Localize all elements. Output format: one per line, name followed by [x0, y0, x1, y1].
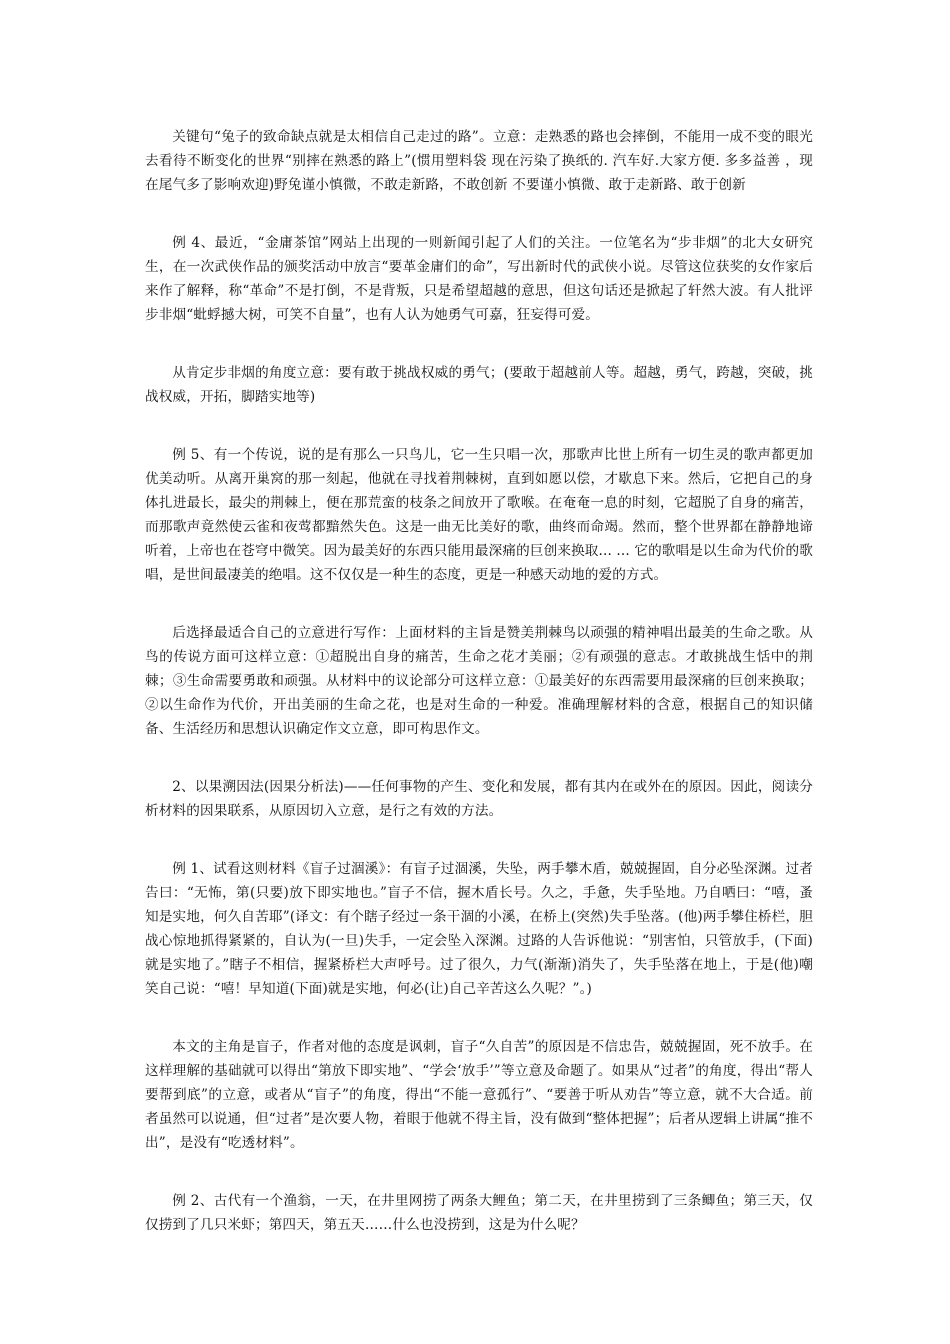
paragraph-example-4-analysis: 从肯定步非烟的角度立意：要有敢于挑战权威的勇气；(要敢于超越前人等。超越，勇气，跨越，突破，挑战权威，开拓，脚踏实地等) [145, 365, 813, 405]
document-body [145, 125, 813, 1237]
paragraph-method-2: 2、以果溯因法(因果分析法)——任何事物的产生、变化和发展，都有其内在或外在的原因。因此，阅读分析材料的因果联系，从原因切入立意，是行之有效的方法。 [145, 779, 813, 819]
paragraph-example-1-analysis: 本文的主角是盲子，作者对他的态度是讽刺，盲子“久自苦”的原因是不信忠告，兢兢握固，死不放手。在这样理解的基础就可以得出“第放下即实地”、“学会‘放手’”等立意及命题了。如果从“过者”的角度，得出“帮人要帮到底”的立意，或者从“盲子”的角度，得出“不能一意孤行”、“要善于听从劝告”等立意，就不大合适。前者虽然可以说通，但“过者”是次要人物，着眼于他就不得主旨，没有做到“整体把握”；后者从逻辑上讲属“推不出”，是没有“吃透材料”。 [145, 1039, 813, 1151]
paragraph-key-sentence: 关键句“兔子的致命缺点就是太相信自己走过的路”。立意：走熟悉的路也会摔倒，不能用一成不变的眼光去看待不断变化的世界“别摔在熟悉的路上”(惯用塑料袋 现在污染了换纸的. 汽车好.大家方便. 多多益善 ，现在尾气多了影响欢迎)野兔谨小慎微，不敢走新路，不敢创新 不要谨小慎微、敢于走新路、敢于创新 [145, 129, 813, 193]
paragraph-example-5: 例 5、有一个传说，说的是有那么一只鸟儿，它一生只唱一次，那歌声比世上所有一切生灵的歌声都更加优美动听。从离开巢窝的那一刻起，他就在寻找着荆棘树，直到如愿以偿，才歇息下来。然后，它把自己的身体扎进最长，最尖的荆棘上，便在那荒蛮的枝条之间放开了歌喉。在奄奄一息的时刻，它超脱了自身的痛苦，而那歌声竟然使云雀和夜莺都黯然失色。这是一曲无比美好的歌，曲终而命竭。然而，整个世界都在静静地谛听着，上帝也在苍穹中微笑。因为最美好的东西只能用最深痛的巨创来换取... ... 它的歌唱是以生命为代价的歌唱，是世间最凄美的绝唱。这不仅仅是一种生的态度，更是一种感天动地的爱的方式。 [145, 447, 813, 583]
paragraph-example-5-analysis: 后选择最适合自己的立意进行写作：上面材料的主旨是赞美荆棘鸟以顽强的精神唱出最美的生命之歌。从鸟的传说方面可这样立意：①超脱出自身的痛苦，生命之花才美丽；②有顽强的意志。才敢挑战生恬中的荆棘；③生命需要勇敢和顽强。从材料中的议论部分可这样立意：①最美好的东西需要用最深痛的巨创来换取；②以生命作为代价，开出美丽的生命之花，也是对生命的一种爱。准确理解材料的含意，根据自己的知识储备、生活经历和思想认识确定作文立意，即可构思作文。 [145, 625, 813, 737]
paragraph-example-4: 例 4、最近，“金庸茶馆”网站上出现的一则新闻引起了人们的关注。一位笔名为“步非烟”的北大女研究生，在一次武侠作品的颁奖活动中放言“要革金庸们的命”，写出新时代的武侠小说。尽管这位获奖的女作家后来作了解释，称“革命”不是打倒，不是背叛，只是希望超越的意思，但这句话还是掀起了轩然大波。有人批评步非烟“蚍蜉撼大树，可笑不自量”，也有人认为她勇气可嘉，狂妄得可爱。 [145, 235, 813, 323]
paragraph-example-2: 例 2、古代有一个渔翁，一天，在井里网捞了两条大鲤鱼；第二天，在井里捞到了三条鲫鱼；第三天，仅仅捞到了几只米虾；第四天，第五天……什么也没捞到，这是为什么呢？ [145, 1193, 813, 1233]
paragraph-example-1: 例 1、试看这则材料《盲子过涸溪》：有盲子过涸溪，失坠，两手攀木盾，兢兢握固，自分必坠深渊。过者告曰：“无怖，第(只要)放下即实地也。”盲子不信，握木盾长号。久之，手惫，失手坠地。乃自哂曰：“嘻，蚤知是实地，何久自苦耶”(译文：有个瞎子经过一条干涸的小溪，在桥上(突然)失手坠落。(他)两手攀住桥栏，胆战心惊地抓得紧紧的，自认为(一旦)失手，一定会坠入深渊。过路的人告诉他说：“别害怕，只管放手，(下面)就是实地了。”瞎子不相信，握紧桥栏大声呼号。过了很久，力气(渐渐)消失了，失手坠落在地上，于是(他)嘲笑自己说：“嘻！早知道(下面)就是实地，何必(让)自己辛苦这么久呢？”。) [145, 861, 813, 997]
